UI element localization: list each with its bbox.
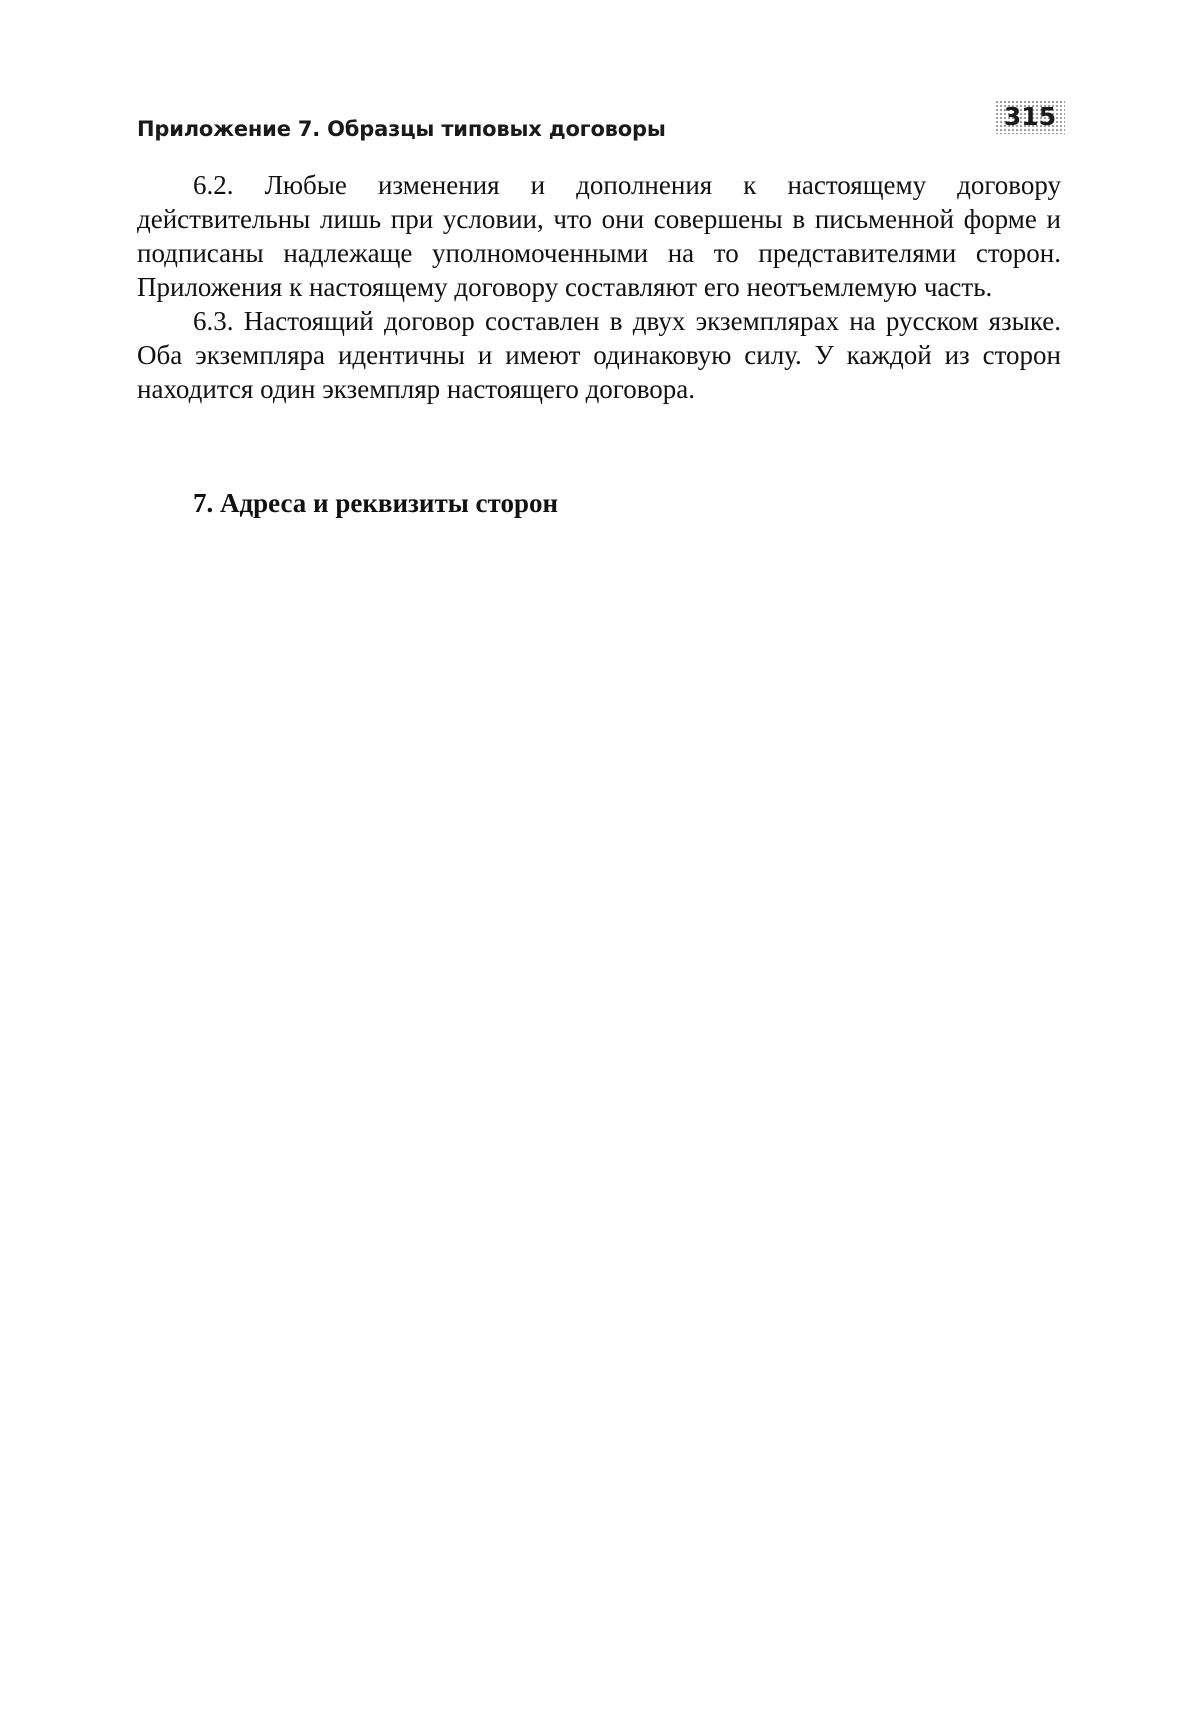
paragraph-6-2: 6.2. Любые изменения и дополнения к настоящему договору действительны лишь при условии, что они совершены в письменной форме и подписаны надлежаще уполномоченными на то представителями сторон. Приложения к настоящему договору составляют его неотъемлемую часть.	[137, 170, 1061, 302]
running-head-title: Приложение 7. Образцы типовых договоры	[137, 117, 666, 141]
body-text	[137, 168, 1061, 406]
page-number: 315	[995, 100, 1065, 134]
section-heading: 7. Адреса и реквизиты сторон	[193, 488, 559, 518]
paragraph-6-3: 6.3. Настоящий договор составлен в двух экземплярах на русском языке. Оба экземпляра идентичны и имеют одинаковую силу. У каждой из сторон находится один экземпляр настоящего договора.	[137, 306, 1061, 404]
